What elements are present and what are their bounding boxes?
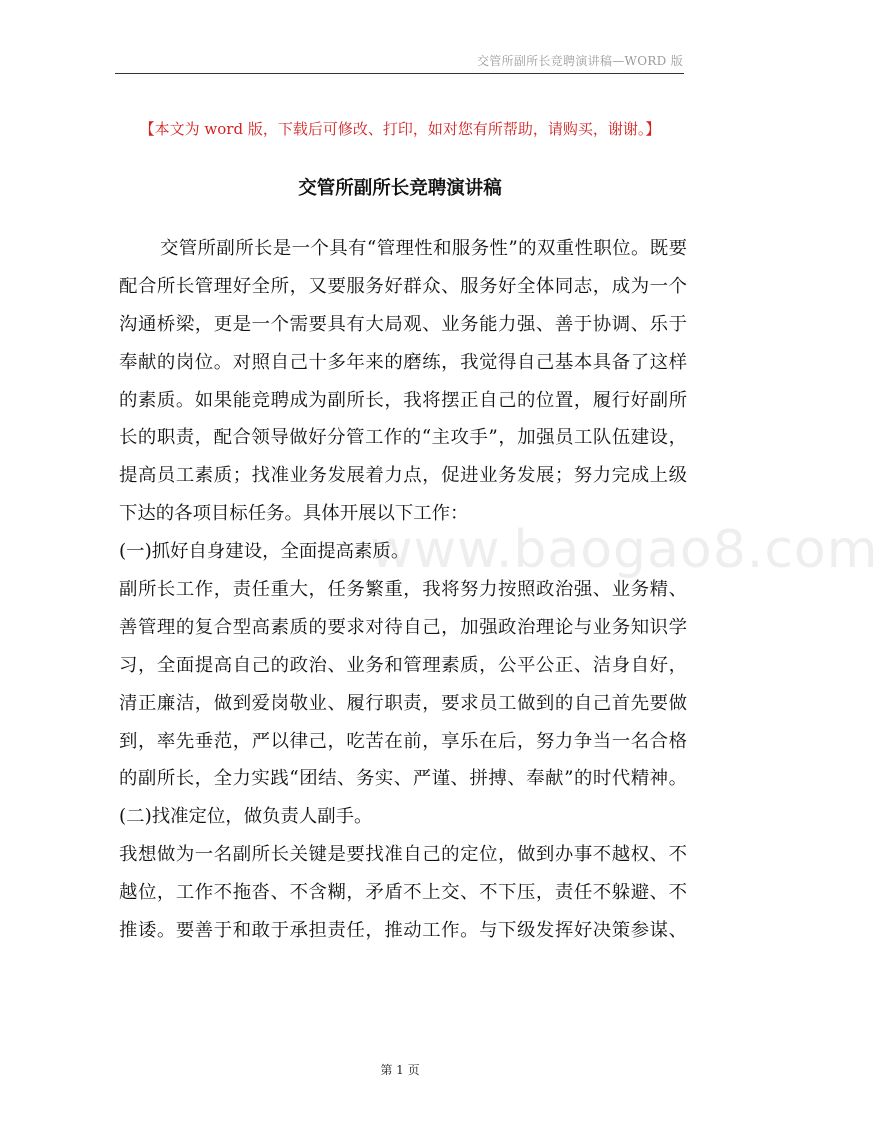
body-line: 越位，工作不拖沓、不含糊，矛盾不上交、不下压，责任不躲避、不 — [119, 882, 687, 904]
body-line: 到，率先垂范，严以律己，吃苦在前，享乐在后，努力争当一名合格 — [119, 730, 687, 752]
purchase-notice: 【本文为 word 版，下载后可修改、打印，如对您有所帮助，请购买，谢谢。】 — [139, 120, 661, 138]
site-watermark: www.baogao8.com — [370, 520, 878, 580]
body-line: 奉献的岗位。对照自己十多年来的磨练，我觉得自己基本具备了这样 — [119, 351, 687, 373]
body-line: 善管理的复合型高素质的要求对待自己，加强政治理论与业务知识学 — [119, 616, 687, 638]
page-number: 第 1 页 — [380, 1063, 420, 1077]
body-line: 习，全面提高自己的政治、业务和管理素质，公平公正、洁身自好， — [119, 654, 687, 676]
body-line: 交管所副所长是一个具有“管理性和服务性”的双重性职位。既要 — [160, 238, 687, 259]
document-body — [119, 230, 687, 950]
section-heading: (一)抓好自身建设，全面提高素质。 — [119, 541, 410, 563]
body-line: 推诿。要善于和敢于承担责任，推动工作。与下级发挥好决策参谋、 — [119, 920, 687, 942]
body-line: 我想做为一名副所长关键是要找准自己的定位，做到办事不越权、不 — [119, 844, 687, 866]
running-header: 交管所副所长竞聘演讲稿—WORD 版 — [476, 54, 683, 68]
body-line: 配合所长管理好全所，又要服务好群众、服务好全体同志，成为一个 — [119, 275, 687, 297]
document-title: 交管所副所长竞聘演讲稿 — [298, 178, 502, 199]
body-line: 提高员工素质；找准业务发展着力点，促进业务发展；努力完成上级 — [119, 465, 687, 487]
body-line: 沟通桥梁，更是一个需要具有大局观、业务能力强、善于协调、乐于 — [119, 313, 687, 335]
body-line: 的素质。如果能竞聘成为副所长，我将摆正自己的位置，履行好副所 — [119, 389, 687, 411]
body-line: 副所长工作，责任重大，任务繁重，我将努力按照政治强、业务精、 — [119, 579, 687, 601]
body-line: 清正廉洁，做到爱岗敬业、履行职责，要求员工做到的自己首先要做 — [119, 692, 687, 714]
body-line: 长的职责，配合领导做好分管工作的“主攻手”，加强员工队伍建设， — [119, 427, 687, 449]
body-line: 下达的各项目标任务。具体开展以下工作： — [119, 503, 469, 525]
section-heading: (二)找准定位，做负责人副手。 — [119, 806, 373, 828]
header-divider — [115, 73, 684, 74]
body-line: 的副所长，全力实践“团结、务实、严谨、拼搏、奉献”的时代精神。 — [119, 768, 687, 790]
